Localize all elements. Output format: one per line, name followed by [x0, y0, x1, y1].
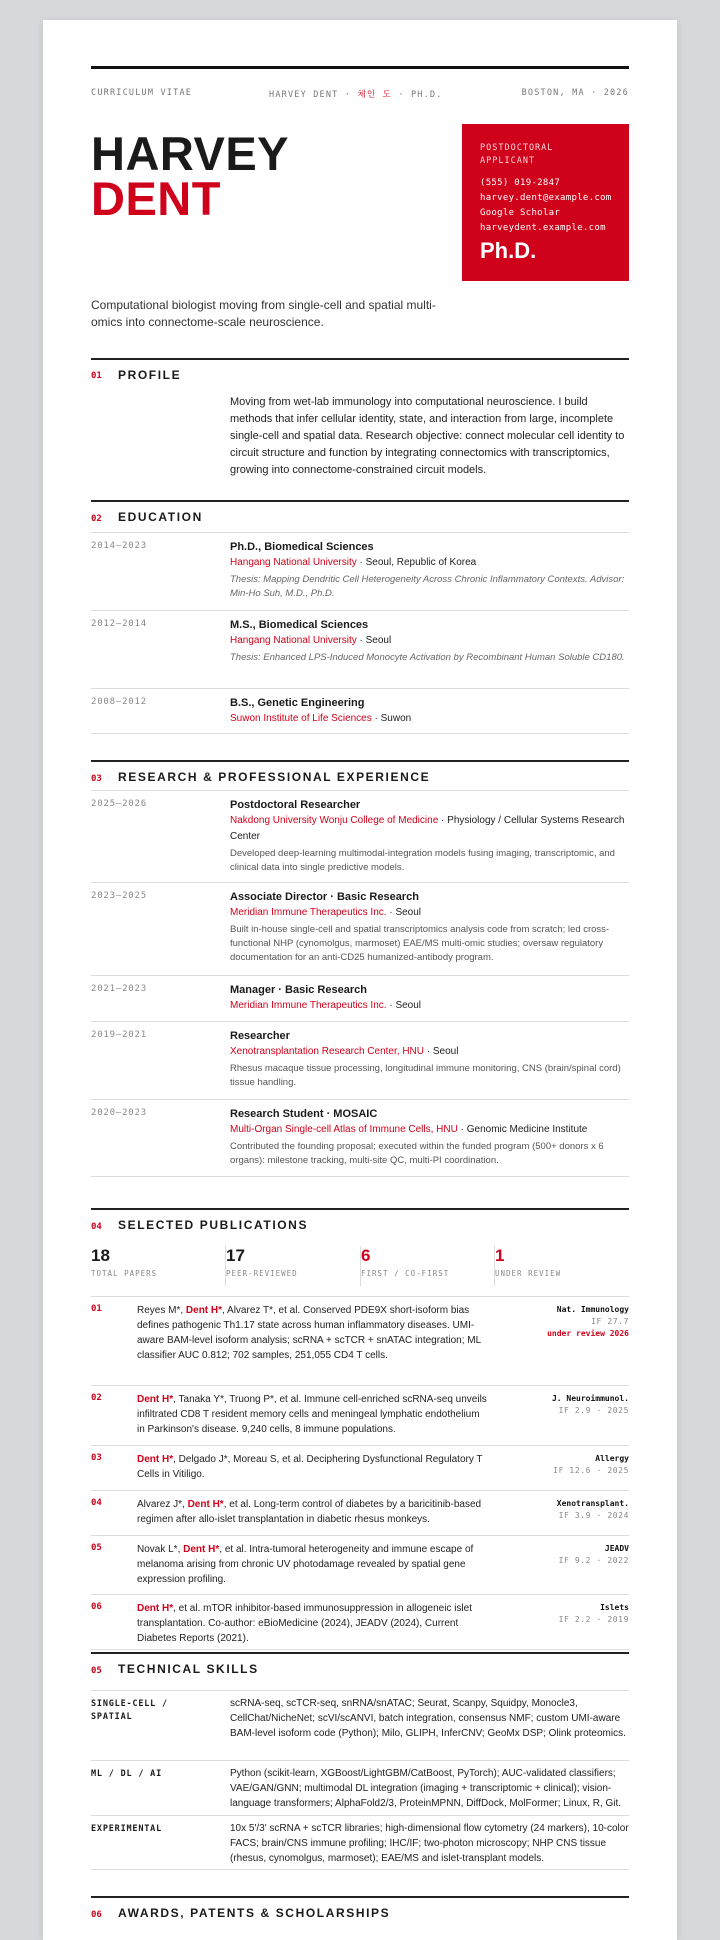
experience-item [91, 1099, 629, 1177]
publication-journal-block [489, 1453, 629, 1477]
education-org: Hangang National University [230, 557, 357, 568]
skill-row [91, 1760, 629, 1815]
publication-item [91, 1490, 629, 1535]
cv-label: CURRICULUM VITAE [91, 88, 193, 98]
experience-desc: Rhesus macaque tissue processing, longitudinal immune monitoring, CNS (brain/spinal cord) tissue handling. [230, 1063, 621, 1088]
citation-self: Dent H* [137, 1454, 174, 1465]
citation-rest: , Tanaka Y*, Truong P*, et al. Immune cell-enriched scRNA-seq unveils infiltrated CD8 T resident memory cells and meningeal lymphatic endothelium in Parkinson's disease. 9,240 cells, 8 immune populations. [137, 1394, 487, 1435]
publication-number: 03 [91, 1453, 102, 1463]
experience-role: Researcher [230, 1030, 290, 1042]
skill-key: ML / DL / AI [91, 1769, 163, 1779]
stat-label: UNDER REVIEW [495, 1269, 562, 1278]
experience-org: Xenotransplantation Research Center, HNU [230, 1046, 424, 1057]
education-date: 2012–2014 [91, 619, 147, 629]
section-title-experience: RESEARCH & PROFESSIONAL EXPERIENCE [118, 770, 431, 784]
experience-date: 2023–2025 [91, 891, 147, 901]
experience-date: 2019–2021 [91, 1030, 147, 1040]
publication-item [91, 1385, 629, 1445]
experience-org: Nakdong University Wonju College of Medicine [230, 815, 439, 826]
review-status: under review 2026 [547, 1329, 629, 1338]
section-title-skills: TECHNICAL SKILLS [118, 1662, 259, 1676]
experience-date: 2025–2026 [91, 799, 147, 809]
section-number: 04 [91, 1222, 102, 1232]
section-rule [91, 1208, 629, 1210]
citation-rest: , Delgado J*, Moreau S, et al. Deciphering Dysfunctional Regulatory T Cells in Vitiligo. [137, 1454, 483, 1480]
citation-rest: , et al. mTOR inhibitor-based immunosuppression in allogeneic islet transplantation. Co-author: eBioMedicine (2024), JEADV (2024), Current Diabetes Reports (2021). [137, 1603, 472, 1644]
education-note: Thesis: Mapping Dendritic Cell Heterogeneity Across Chronic Inflammatory Contexts. Advisor: Min-Ho Suh, M.D., Ph.D. [230, 574, 625, 599]
first-name: HARVEY [91, 127, 290, 180]
contact-scholar-link[interactable]: Google Scholar [480, 208, 561, 218]
top-rule [91, 66, 629, 69]
publication-citation [137, 1601, 489, 1646]
stat-label: TOTAL PAPERS [91, 1269, 158, 1278]
journal-name: Xenotransplant. [556, 1499, 629, 1508]
publication-journal-block [489, 1393, 629, 1417]
skill-value: Python (scikit-learn, XGBoost/LightGBM/CatBoost, PyTorch); AUC-validated classifiers; VAE/GAN/GNN; multimodal DL integration (imaging + transcriptomic + clinical); vision-language transformers; AlphaFold2/3, ProteinMPNN, DiffDock, MolFormer; Linux, R, Git. [230, 1768, 622, 1809]
education-item [91, 610, 629, 688]
publication-citation [137, 1542, 489, 1587]
header-degree: PH.D. [410, 90, 443, 100]
skill-value: 10x 5'/3' scRNA + scTCR libraries; high-dimensional flow cytometry (24 markers), 10-color FACS; brain/CNS immune profiling; IHC/IF; two-photon microscopy; NHP CNS tissue (rhesus, cynomolgus, marmoset); EAE/MS and islet-transplant models. [230, 1823, 629, 1864]
contact-email[interactable]: harvey.dent@example.com [480, 193, 612, 203]
experience-desc: Built in-house single-cell and spatial transcriptomics analysis code from scratch; led cross-functional NHP (cynomolgus, marmoset) EAE/MS multi-omic studies; oversaw regulatory documentation for an anti-CD25 humanized-antibody program. [230, 924, 610, 963]
section-rule [91, 358, 629, 360]
education-org: Suwon Institute of Life Sciences [230, 713, 372, 724]
publication-number: 06 [91, 1602, 102, 1612]
stat-peer-reviewed [225, 1246, 360, 1286]
publication-citation [137, 1452, 489, 1482]
experience-item [91, 882, 629, 975]
section-number: 05 [91, 1666, 102, 1676]
experience-org: Meridian Immune Therapeutics Inc. [230, 907, 387, 918]
tagline: Computational biologist moving from single-cell and spatial multi-omics into connectome-scale neuroscience. [91, 298, 436, 329]
experience-location: · Genomic Medicine Institute [457, 1124, 588, 1135]
publication-citation [137, 1303, 489, 1363]
experience-role: Research Student · MOSAIC [230, 1108, 378, 1120]
cv-page [43, 20, 677, 1940]
experience-role: Postdoctoral Researcher [230, 799, 361, 811]
publication-citation [137, 1392, 489, 1437]
contact-card [462, 124, 629, 281]
stat-value: 1 [495, 1246, 505, 1265]
skill-value: scRNA-seq, scTCR-seq, snRNA/snATAC; Seurat, Scanpy, Squidpy, Monocle3, CellChat/NicheNet; scVI/scANVI, batch integration, consensus NMF; custom UMI-aware BAM-level isoform code (Python); Milo, GLIPH, InferCNV; GeoMx DSP; Olink proteomics. [230, 1698, 626, 1739]
header-name-line: HARVEY DENT · 체인 도 · PH.D. [269, 90, 443, 100]
experience-location: · Seoul [424, 1046, 459, 1057]
publication-journal-block [489, 1304, 629, 1340]
journal-name: Allergy [595, 1454, 629, 1463]
publication-journal-block [489, 1602, 629, 1626]
experience-date: 2021–2023 [91, 984, 147, 994]
experience-role: Manager · Basic Research [230, 984, 367, 996]
last-name: DENT [91, 172, 221, 225]
experience-item [91, 1021, 629, 1099]
contact-website[interactable]: harveydent.example.com [480, 223, 606, 233]
journal-name: JEADV [604, 1544, 629, 1553]
citation-rest: , et al. Intra-tumoral heterogeneity and immune escape of melanoma arising from chronic UV photodamage revealed by spatial gene expression profiling. [137, 1544, 474, 1585]
education-location: · Seoul [356, 635, 392, 646]
publication-journal-block [489, 1543, 629, 1567]
section-title-education: EDUCATION [118, 510, 203, 524]
contact-degree: Ph.D. [480, 238, 537, 263]
stat-under-review [494, 1246, 629, 1286]
experience-org: Multi-Organ Single-cell Atlas of Immune Cells, HNU [230, 1124, 458, 1135]
journal-name: Nat. Immunology [556, 1305, 629, 1314]
experience-item [91, 790, 629, 882]
impact-factor: IF 3.9 · 2024 [558, 1511, 629, 1520]
publication-item [91, 1445, 629, 1490]
citation-authors-pre: Novak L*, [137, 1544, 184, 1555]
section-rule [91, 760, 629, 762]
contact-title: POSTDOCTORAL APPLICANT [480, 143, 554, 166]
stat-value: 18 [91, 1246, 110, 1265]
publication-number: 04 [91, 1498, 102, 1508]
education-org: Hangang National University [230, 635, 357, 646]
education-degree: B.S., Genetic Engineering [230, 697, 365, 709]
experience-desc: Developed deep-learning multimodal-integration models fusing imaging, transcriptomic, and clinical data into single predictive models. [230, 848, 615, 873]
education-item [91, 688, 629, 734]
skill-key: SINGLE-CELL / SPATIAL [91, 1699, 168, 1722]
journal-name: J. Neuroimmunol. [551, 1394, 629, 1403]
section-number: 01 [91, 371, 102, 381]
location-year: BOSTON, MA · 2026 [521, 88, 629, 98]
education-location: · Seoul, Republic of Korea [356, 557, 477, 568]
citation-rest: , Alvarez T*, et al. Conserved PDE9X short-isoform bias defines pathogenic Th1.17 state across human inflammatory diseases. UMI-aware BAM-level isoform analysis; scRNA + scTCR + snATAC integration; ML classifier AUC 0.812; 702 samples, 251,055 CD4 T cells. [137, 1305, 481, 1361]
citation-self: Dent H* [137, 1603, 174, 1614]
section-number: 06 [91, 1910, 102, 1920]
education-date: 2008–2012 [91, 697, 147, 707]
citation-self: Dent H* [187, 1499, 224, 1510]
section-title-awards: AWARDS, PATENTS & SCHOLARSHIPS [118, 1906, 391, 1920]
education-note: Thesis: Enhanced LPS-Induced Monocyte Activation by Recombinant Human Soluble CD180. [230, 652, 625, 663]
publication-number: 01 [91, 1304, 102, 1314]
stat-label: FIRST / CO-FIRST [361, 1269, 450, 1278]
publication-number: 02 [91, 1393, 102, 1403]
experience-desc: Contributed the founding proposal; executed within the funded program (500+ donors x 6 organs): milestone tracking, multi-site QC, multi-PI coordination. [230, 1141, 604, 1166]
citation-self: Dent H* [185, 1305, 223, 1316]
publication-item [91, 1296, 629, 1385]
impact-factor: IF 2.2 · 2019 [558, 1615, 629, 1624]
section-title-publications: SELECTED PUBLICATIONS [118, 1218, 309, 1232]
header-name-en: HARVEY DENT [269, 90, 339, 100]
education-item [91, 532, 629, 610]
impact-factor: IF 2.9 · 2025 [558, 1406, 629, 1415]
citation-authors-pre: Reyes M*, [137, 1305, 186, 1316]
experience-date: 2020–2023 [91, 1108, 147, 1118]
section-title-profile: PROFILE [118, 368, 182, 382]
education-degree: M.S., Biomedical Sciences [230, 619, 369, 631]
experience-location: · Seoul [386, 1000, 422, 1011]
section-number: 03 [91, 774, 102, 784]
stat-label: PEER-REVIEWED [226, 1269, 298, 1278]
citation-rest: , et al. Long-term control of diabetes by a baricitinib-based regimen after allo-islet transplantation in diabetic rhesus monkeys. [137, 1499, 482, 1525]
education-location: · Suwon [371, 713, 412, 724]
section-rule [91, 1896, 629, 1898]
experience-role: Associate Director · Basic Research [230, 891, 419, 903]
contact-phone[interactable]: (555) 019-2847 [480, 178, 561, 188]
impact-factor: IF 27.7 [591, 1317, 629, 1326]
skill-row [91, 1815, 629, 1870]
skill-key: EXPERIMENTAL [91, 1824, 163, 1834]
profile-text: Moving from wet-lab immunology into computational neuroscience. I build methods that infer cellular identity, state, and interaction from large, incomplete single-cell and spatial data. Research objective: connect molecular cell identity to circuit structure and function by integrating connectomics with transcriptomics, growing into connectome-constrained circuit models. [230, 396, 625, 476]
section-rule [91, 1652, 629, 1654]
publication-journal-block [489, 1498, 629, 1522]
publication-item [91, 1594, 629, 1650]
experience-org: Meridian Immune Therapeutics Inc. [230, 1000, 387, 1011]
stat-value: 17 [226, 1246, 245, 1265]
impact-factor: IF 9.2 · 2022 [558, 1556, 629, 1565]
section-rule [91, 500, 629, 502]
experience-item [91, 975, 629, 1021]
skill-row [91, 1690, 629, 1760]
section-number: 02 [91, 514, 102, 524]
publication-number: 05 [91, 1543, 102, 1553]
citation-authors-pre: Alvarez J*, [137, 1499, 188, 1510]
publication-citation [137, 1497, 489, 1527]
stat-value: 6 [361, 1246, 371, 1265]
education-degree: Ph.D., Biomedical Sciences [230, 541, 374, 553]
education-date: 2014–2023 [91, 541, 147, 551]
impact-factor: IF 12.6 · 2025 [553, 1466, 629, 1475]
publication-item [91, 1535, 629, 1594]
journal-name: Islets [600, 1603, 629, 1612]
stat-total-papers [91, 1246, 226, 1286]
citation-self: Dent H* [183, 1544, 220, 1555]
stat-first-author [360, 1246, 495, 1286]
header-name-kr: 체인 도 [357, 90, 393, 100]
experience-location: · Seoul [386, 907, 422, 918]
experience-location: · Physiology / Cellular Systems Research Center [230, 815, 625, 842]
citation-self: Dent H* [137, 1394, 174, 1405]
